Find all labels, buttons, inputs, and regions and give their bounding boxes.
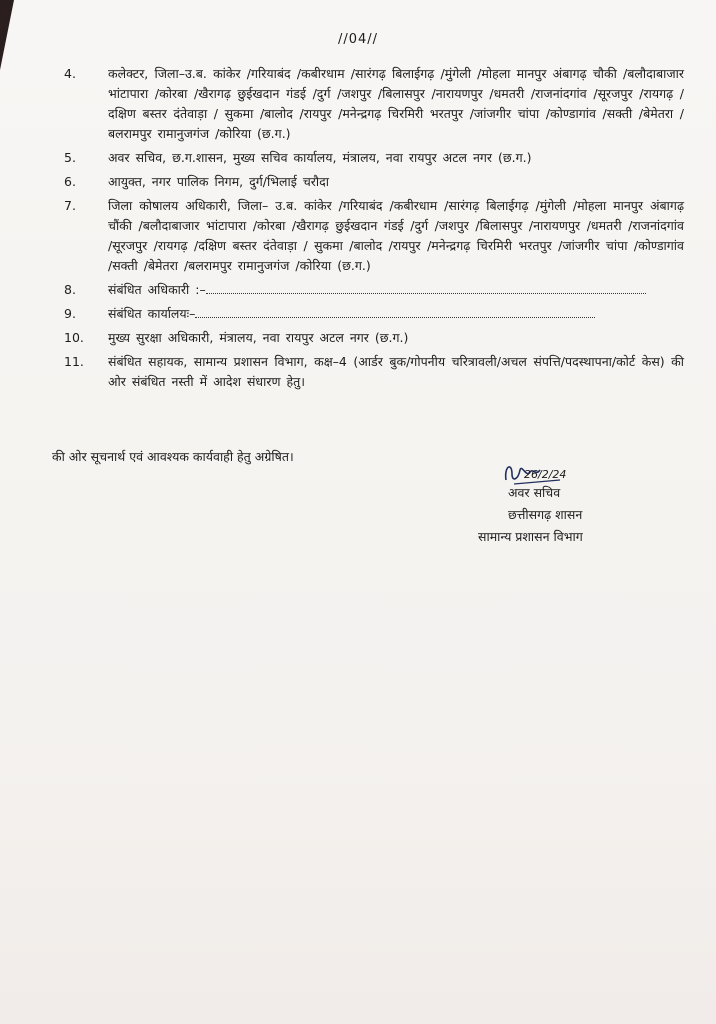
list-item-text — [108, 280, 684, 300]
blank-fill-line — [206, 281, 646, 294]
list-item — [64, 64, 684, 144]
list-item-number: 5. — [64, 150, 76, 165]
signatory-department: सामान्य प्रशासन विभाग — [478, 529, 583, 544]
list-item-text — [108, 196, 684, 276]
list-item — [64, 328, 684, 348]
page-number: //04// — [337, 32, 379, 47]
list-item-text — [108, 304, 684, 324]
list-item-text — [108, 172, 684, 192]
closing-line: की ओर सूचनार्थ एवं आवश्यक कार्यवाही हेतु अग्रेषित। — [52, 449, 294, 464]
list-item-number: 6. — [64, 174, 76, 189]
list-item — [64, 352, 684, 392]
list-item-number: 7. — [64, 198, 76, 213]
signature-date: 26/2/24 — [524, 468, 567, 481]
list-item — [64, 172, 684, 192]
blank-fill-line — [195, 305, 595, 318]
list-item-text — [108, 352, 684, 392]
list-item-number: 4. — [64, 66, 76, 81]
list-item-label: आयुक्त, नगर पालिक निगम, दुर्ग/भिलाई चरौदा — [108, 174, 330, 189]
distribution-list — [64, 64, 684, 396]
list-item-number: 10. — [64, 330, 84, 345]
list-item-label: जिला कोषालय अधिकारी, जिला– उ.ब. कांकेर /गरियाबंद /कबीरधाम /सारंगढ़ बिलाईगढ़ /मुंगेली /मोहला मानपुर अंबागढ़ चौंकी /बलौदाबाजार भांटापारा /कोरबा /खैरागढ़ छुईखदान गंडई /दुर्ग /जशपुर /बिलासपुर /नारायणपुर /धमतरी /राजनांदगांव /सूरजपुर /रायगढ़ /दक्षिण बस्तर दंतेवाड़ा / सुकमा /बालोद /रायपुर /मनेन्द्रगढ़ चिरमिरी भरतपुर /जांजगीर चांपा /कोण्डागांव /सक्ती /बेमेतरा /बलरामपुर रामानुजगंज /कोरिया (छ.ग.) — [108, 198, 684, 273]
list-item-text — [108, 148, 684, 168]
list-item-label: संबंधित अधिकारी :– — [108, 282, 206, 297]
list-item — [64, 280, 684, 300]
list-item-label: अवर सचिव, छ.ग.शासन, मुख्य सचिव कार्यालय, मंत्रालय, नवा रायपुर अटल नगर (छ.ग.) — [108, 150, 532, 165]
signature-block — [470, 458, 670, 558]
list-item-label: मुख्य सुरक्षा अधिकारी, मंत्रालय, नवा रायपुर अटल नगर (छ.ग.) — [108, 330, 409, 345]
list-item-label: संबंधित कार्यालयः– — [108, 306, 196, 321]
list-item-label: कलेक्टर, जिला–उ.ब. कांकेर /गरियाबंद /कबीरधाम /सारंगढ़ बिलाईगढ़ /मुंगेली /मोहला मानपुर अंबागढ़ चौकी /बलौदाबाजार भांटापारा /कोरबा /खैरागढ़ छुईखदान गंडई /दुर्ग /जशपुर /बिलासपुर /नारायणपुर /धमतरी /राजनांदगांव /सूरजपुर /रायगढ़ /दक्षिण बस्तर दंतेवाड़ा / सुकमा /बालोद /रायपुर /मनेन्द्रगढ़ चिरमिरी भरतपुर /जांजगीर चांपा /कोण्डागांव /सक्ती /बेमेतरा /बलरामपुर रामानुजगंज /कोरिया (छ.ग.) — [108, 66, 684, 141]
list-item — [64, 148, 684, 168]
list-item-number: 9. — [64, 306, 76, 321]
list-item-text — [108, 328, 684, 348]
list-item-number: 8. — [64, 282, 76, 297]
list-item-text — [108, 64, 684, 144]
list-item — [64, 304, 684, 324]
list-item-number: 11. — [64, 354, 84, 369]
signatory-government: छत्तीसगढ़ शासन — [508, 507, 583, 522]
list-item-label: संबंधित सहायक, सामान्य प्रशासन विभाग, कक्ष–4 (आर्डर बुक/गोपनीय चरित्रावली/अचल संपत्ति/पदस्थापना/कोर्ट केस) की ओर संबंधित नस्ती में आदेश संधारण हेतु। — [108, 354, 684, 389]
list-item — [64, 196, 684, 276]
signatory-designation: अवर सचिव — [508, 485, 561, 500]
